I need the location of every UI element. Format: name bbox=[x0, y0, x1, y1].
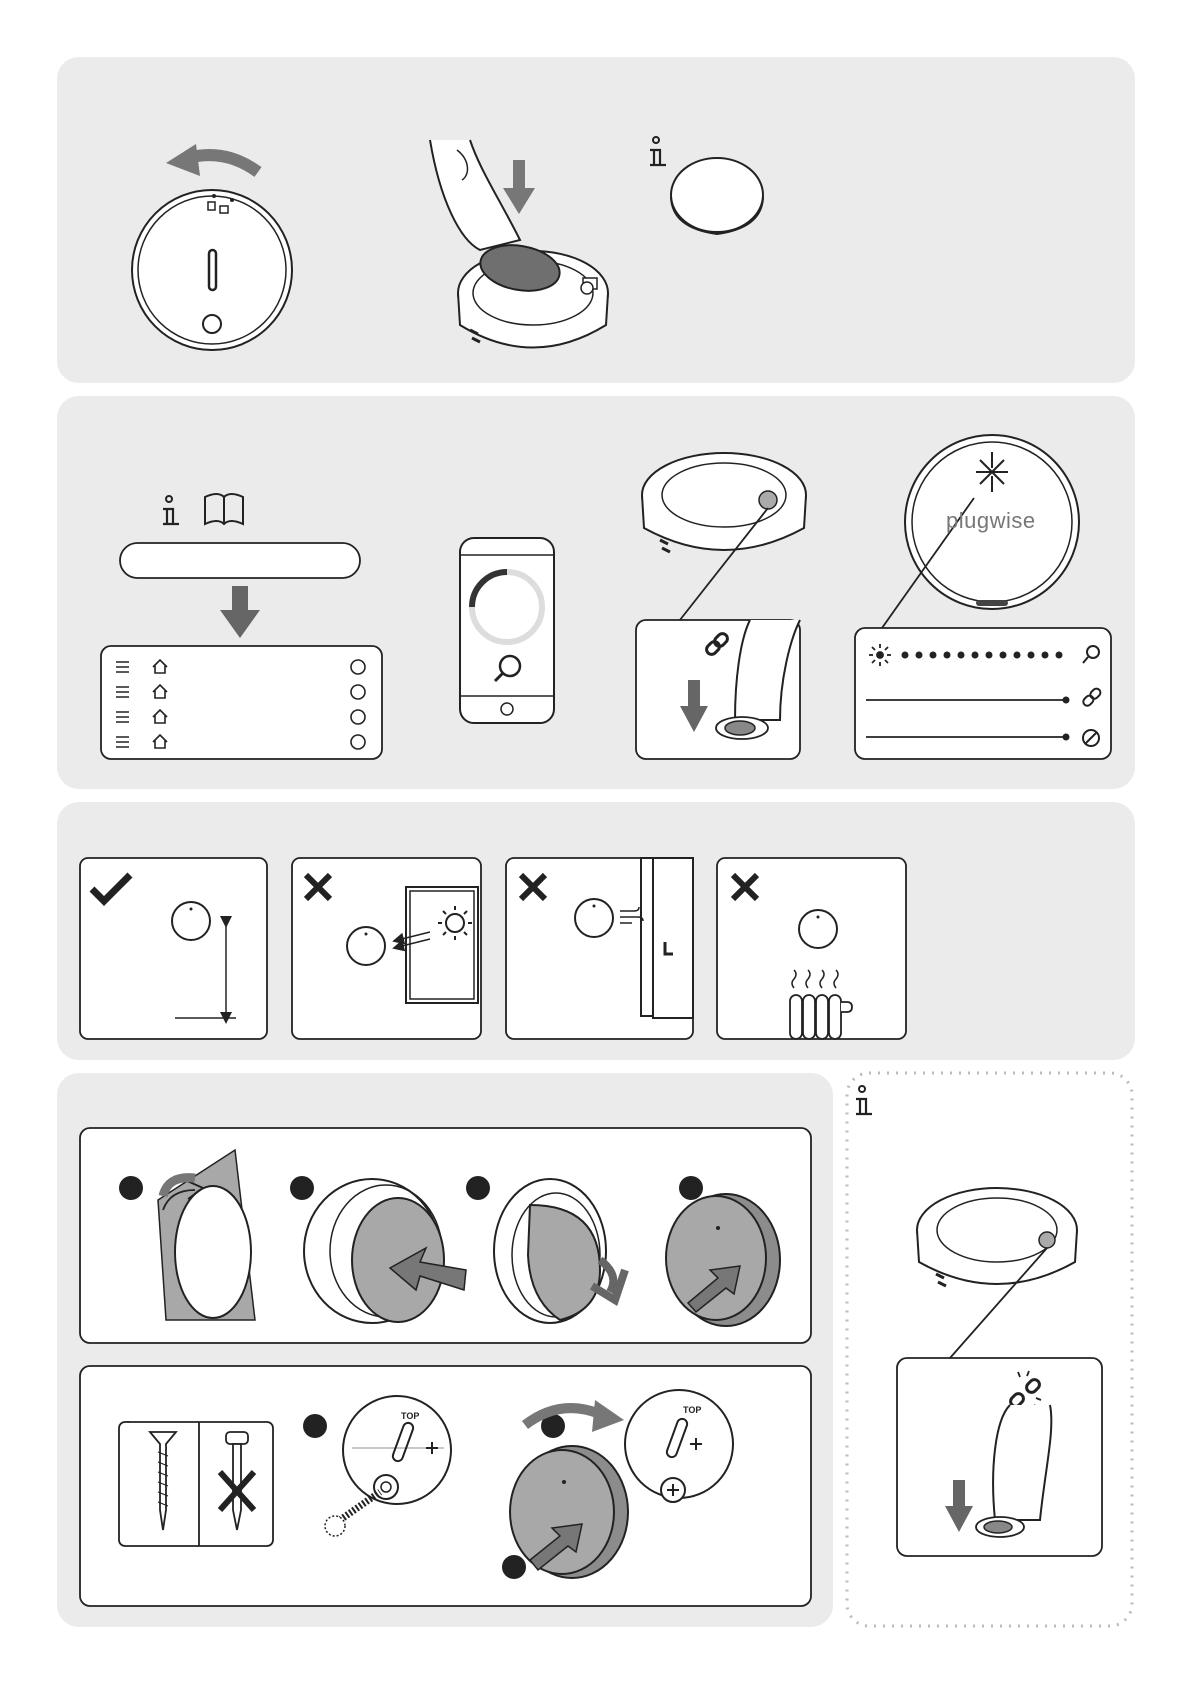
info-icon bbox=[650, 137, 666, 165]
placement-sunlight-card bbox=[292, 858, 481, 1039]
smartphone-search-icon bbox=[460, 538, 554, 723]
placement-ok-card bbox=[80, 858, 267, 1039]
down-arrow-icon bbox=[220, 586, 260, 638]
placement-radiator-card bbox=[717, 858, 906, 1039]
rotate-left-arrow-icon bbox=[166, 144, 258, 176]
info-icon bbox=[856, 1086, 872, 1114]
code-field bbox=[120, 543, 360, 578]
device-list bbox=[101, 646, 382, 759]
down-arrow-icon bbox=[503, 160, 535, 214]
thermostat-dial-icon bbox=[132, 190, 292, 350]
mount-top-label-2: TOP bbox=[683, 1405, 702, 1415]
mount-top-label: TOP bbox=[401, 1411, 420, 1421]
info-icon bbox=[163, 496, 179, 524]
led-legend-box bbox=[855, 628, 1111, 759]
screw-type-comparison bbox=[119, 1422, 273, 1546]
led-blink-icon bbox=[869, 644, 891, 666]
base-unit-illustration bbox=[642, 453, 806, 625]
manual-book-icon bbox=[205, 494, 243, 524]
coin-battery-icon bbox=[671, 158, 763, 234]
brand-logo: plugwise bbox=[946, 508, 1036, 533]
base-unit-illustration bbox=[917, 1188, 1077, 1358]
placement-draught-card bbox=[506, 858, 693, 1039]
